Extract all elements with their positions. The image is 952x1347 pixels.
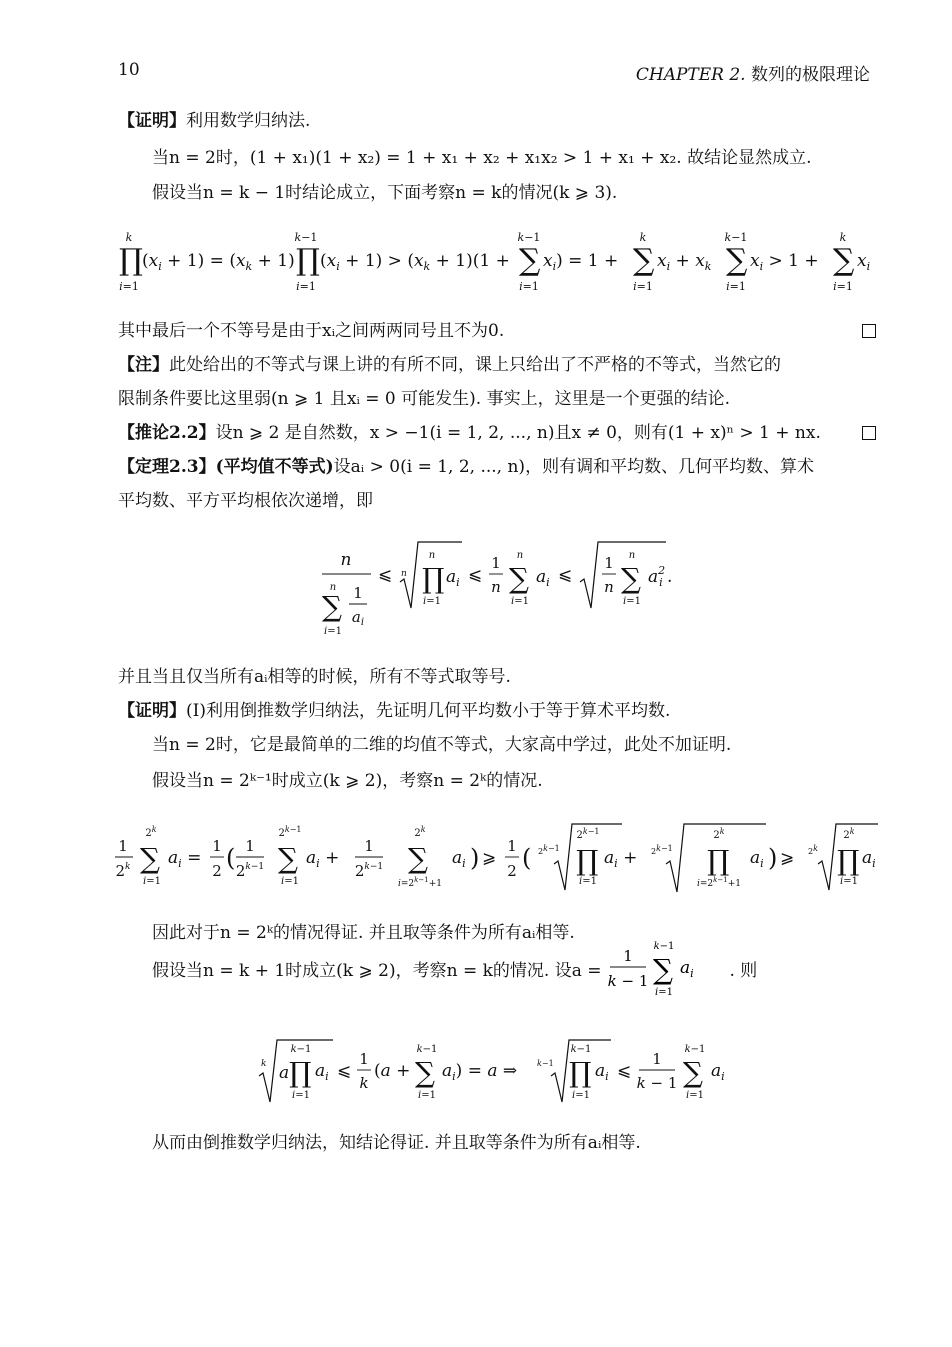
svg-text:): ) [768,844,778,872]
svg-text:): ) [470,844,480,872]
base-case-2-line: 当n = 2时，它是最简单的二维的均值不等式，大家高中学过，此处不加证明. [152,735,732,755]
svg-text:ai: $a_i$ [452,848,466,870]
svg-text:∏: ∏ [289,1056,312,1089]
svg-text:ai: $a_i$ [750,848,764,870]
svg-text:2: 2 [507,862,517,880]
svg-text:k−1: k−1 [684,1044,706,1055]
svg-text:1: 1 [507,837,517,855]
svg-text:i=1: i=1 [296,280,316,293]
equation-reduction-step [255,1036,745,1106]
note-line-1 [118,352,878,378]
svg-text:∑: ∑ [683,1056,703,1089]
svg-text:⩾: ⩾ [482,848,497,868]
svg-text:ai: $a_i$ [711,1061,725,1083]
svg-text:ai +: $a_i$ + [604,848,638,870]
svg-text:∏: ∏ [707,844,730,877]
note-text-1: 此处给出的不等式与课上讲的有所不同，课上只给出了不严格的不等式，当然它的 [169,355,781,375]
svg-text:2k: 2$^k$ [713,827,725,841]
svg-text:∑: ∑ [633,243,655,278]
corollary-label: 【推论2.2】 [118,423,216,443]
hypothesis-3-then: . 则 [729,961,758,981]
theorem-line-1 [118,454,878,480]
svg-text:n: n [340,550,352,570]
svg-text:⩾: ⩾ [780,848,795,868]
svg-text:k: k [639,231,647,244]
svg-text:⩽: ⩽ [468,565,483,585]
svg-text:i=1: i=1 [686,1090,704,1101]
svg-text:n: n [604,578,614,596]
svg-text:ai) = a ⇒: $a_i) = a$ ⇒ [442,1061,518,1083]
equation-backward-induction [114,820,884,896]
qed-box [862,324,876,338]
svg-text:∑: ∑ [509,562,529,595]
svg-text:i=1: i=1 [143,876,161,887]
svg-text:2k: 2$^k$ [414,825,426,839]
theorem-title: (平均值不等式) [215,457,334,477]
svg-text:n: n [329,582,337,593]
svg-text:n: n [401,569,407,579]
svg-text:n: n [491,578,501,596]
svg-text:1: 1 [359,1050,369,1068]
svg-text:i=1: i=1 [418,1090,436,1101]
svg-text:⩽: ⩽ [378,565,393,585]
proof1-line [118,108,878,134]
svg-text:(: ( [226,844,236,872]
page-number: 10 [118,60,140,80]
svg-text:i=1: i=1 [633,280,653,293]
proof1-text: 利用数学归纳法. [186,111,311,131]
svg-text:k: k [261,1059,267,1069]
svg-text:∏: ∏ [422,562,445,595]
svg-text:(a +: (a + [374,1061,411,1081]
svg-text:k − 1: k − 1 [636,1074,678,1092]
hypothesis-2-line: 假设当n = 2ᵏ⁻¹时成立(k ⩾ 2)，考察n = 2ᵏ的情况. [152,771,543,791]
svg-text:i=1: i=1 [324,626,342,637]
svg-text:∑: ∑ [519,243,541,278]
svg-text:2k−1: 2k−1 [538,844,560,856]
equation-mean-inequality [316,538,696,642]
svg-text:n: n [628,550,636,561]
svg-text:ai: $a_i$ [446,567,460,589]
svg-text:i=1: i=1 [840,876,858,887]
svg-text:2k−1: $2^{k-1}$ [278,825,302,839]
svg-text:k−1: k−1 [517,231,541,244]
equation-product-inequality [116,228,886,296]
svg-text:xi > 1 +: $x_i > 1$ + [750,251,819,273]
svg-text:1: 1 [245,837,255,855]
svg-text:2k: 2$^k$ [843,827,855,841]
svg-text:∑: ∑ [652,952,673,986]
svg-text:a: a [279,1063,290,1083]
theorem-text-1: 设aᵢ > 0(i = 1, 2, ..., n)，则有调和平均数、几何平均数、算术 [333,457,815,477]
qed-box [862,426,876,440]
svg-text:ai: $a_i$ [536,567,550,589]
running-header [636,60,870,85]
svg-text:i=2k−1+1: $i=2^{k-1}+1$ [696,876,742,889]
svg-text:i=1: i=1 [281,876,299,887]
hypothesis-3-text: 假设当n = k + 1时成立(k ⩾ 2)，考察n = k的情况. 设a = [152,961,602,981]
svg-text:1: 1 [652,1050,662,1068]
note-label: 【注】 [118,355,169,375]
svg-text:i=1: i=1 [726,280,746,293]
svg-text:i=1: i=1 [654,986,673,998]
proof1-label: 【证明】 [118,111,186,131]
svg-text:⩽: ⩽ [617,1061,632,1081]
svg-text:i=1: i=1 [119,280,139,293]
proof2-text: (I)利用倒推数学归纳法，先证明几何平均数小于等于算术平均数. [186,701,671,721]
svg-text:1: 1 [604,554,614,572]
svg-text:∏: ∏ [119,243,143,278]
equality-condition-line: 并且当且仅当所有aᵢ相等的时候，所有不等式取等号. [118,667,511,687]
svg-text:2k−1: $2^{k-1}$ [576,827,600,841]
inline-mean-fraction [606,941,730,999]
svg-text:(: ( [522,844,532,872]
svg-text:∏: ∏ [576,844,599,877]
svg-text:∑: ∑ [415,1056,435,1089]
svg-text:2k: 2$^k$ [145,825,157,839]
svg-text:∏: ∏ [569,1056,592,1089]
svg-text:k−1: k−1 [570,1044,592,1055]
svg-text:1: 1 [212,837,222,855]
svg-text:∏: ∏ [837,844,860,877]
svg-text:k − 1: k − 1 [607,971,648,990]
svg-text:k−1: k−1 [537,1059,554,1068]
last-inequality-line: 其中最后一个不等号是由于xᵢ之间两两同号且不为0. [118,321,505,341]
svg-text:∑: ∑ [833,243,855,278]
svg-text:∑: ∑ [278,842,298,875]
svg-text:ai: $a_i$ [595,1061,609,1083]
corollary-line [118,420,878,446]
theorem-line-2: 平均数、平方平均根依次递增，即 [118,491,373,511]
svg-text:2k−1: 2k−1 [651,844,673,856]
svg-text:ai =: $a_i$ = [168,848,202,870]
induction-hypothesis-line: 假设当n = k − 1时结论成立，下面考察n = k的情况(k ⩾ 3). [152,183,618,203]
svg-text:n: n [516,550,524,561]
svg-text:∑: ∑ [140,842,160,875]
note-line-2: 限制条件要比这里弱(n ⩾ 1 且xᵢ = 0 可能发生). 事实上，这里是一个更强的结论. [118,389,730,409]
svg-text:n: n [428,550,436,561]
svg-text:.: . [667,567,673,587]
svg-text:ai: $a_i$ [315,1061,329,1083]
chapter-label: CHAPTER 2. [635,65,746,85]
svg-text:2k−1: $2^{k-1}$ [235,862,265,880]
svg-text:i=1: i=1 [572,1090,590,1101]
svg-text:i=1: i=1 [833,280,853,293]
svg-text:xi) = 1 +: $x_i) = 1$ + [543,251,619,273]
svg-text:1: 1 [118,837,128,855]
svg-text:i=1: i=1 [519,280,539,293]
svg-text:i=2k−1+1: $i=2^{k-1}+1$ [397,876,443,889]
base-case-line: 当n = 2时，(1 + x₁)(1 + x₂) = 1 + x₁ + x₂ + x₁x₂ > 1 + x₁ + x₂. 故结论显然成立. [152,148,812,168]
svg-text:i=1: i=1 [511,596,529,607]
svg-text:(xi + 1) = (xk + 1): $(x_i + 1) = (x_k + 1)$ [142,251,295,273]
svg-text:ai: $a_i$ [351,608,365,628]
svg-text:(xi + 1) > (xk + 1)(1 +: $(x_i + 1) > (x_k + 1)(1$ + [320,251,510,273]
svg-text:∑: ∑ [726,243,748,278]
svg-text:i=1: i=1 [623,596,641,607]
proof2-label: 【证明】 [118,701,186,721]
corollary-text: 设n ⩾ 2 是自然数，x > −1(i = 1, 2, ..., n)且x ≠ 0，则有(1 + x)ⁿ > 1 + nx. [215,423,821,443]
svg-text:1: 1 [353,584,363,602]
svg-text:i=1: i=1 [292,1090,310,1101]
proof2-line [118,698,878,724]
svg-text:k: k [839,231,847,244]
hence-line: 因此对于n = 2ᵏ的情况得证. 并且取等条件为所有aᵢ相等. [152,923,575,943]
svg-text:ai: $a_i$ [862,848,876,870]
hypothesis-3-line [152,940,878,998]
svg-text:2k: 2$^k$ [115,862,131,880]
svg-text:xi: $x_i$ [857,251,871,273]
svg-text:∑: ∑ [408,842,428,875]
svg-text:∑: ∑ [621,562,641,595]
svg-text:ai: $a_i$ [679,957,694,980]
svg-text:2k: 2k [808,844,818,856]
svg-text:k: k [359,1074,369,1092]
svg-text:⩽: ⩽ [558,565,573,585]
svg-text:k−1: k−1 [724,231,748,244]
svg-text:1: 1 [491,554,501,572]
svg-text:xi + xk: $x_i + x_k$ [657,251,712,273]
svg-text:i=1: i=1 [423,596,441,607]
svg-text:i=1: i=1 [579,876,597,887]
svg-text:k−1: k−1 [294,231,318,244]
svg-text:a2i: $a^2$ i [648,564,666,589]
svg-text:k−1: k−1 [653,940,674,952]
theorem-label: 【定理2.3】 [118,457,216,477]
svg-text:⩽: ⩽ [337,1061,352,1081]
chapter-title: 数列的极限理论 [751,65,870,85]
svg-text:∑: ∑ [322,590,342,623]
svg-text:k−1: k−1 [290,1044,312,1055]
svg-text:∏: ∏ [296,243,320,278]
svg-text:ai +: $a_i$ + [306,848,340,870]
svg-text:1: 1 [364,837,374,855]
svg-text:2: 2 [212,862,222,880]
svg-text:2k−1: $2^{k-1}$ [354,862,384,880]
conclusion-line: 从而由倒推数学归纳法，知结论得证. 并且取等条件为所有aᵢ相等. [152,1133,641,1153]
svg-text:k: k [125,231,133,244]
svg-text:k−1: k−1 [416,1044,438,1055]
svg-text:1: 1 [622,946,633,965]
